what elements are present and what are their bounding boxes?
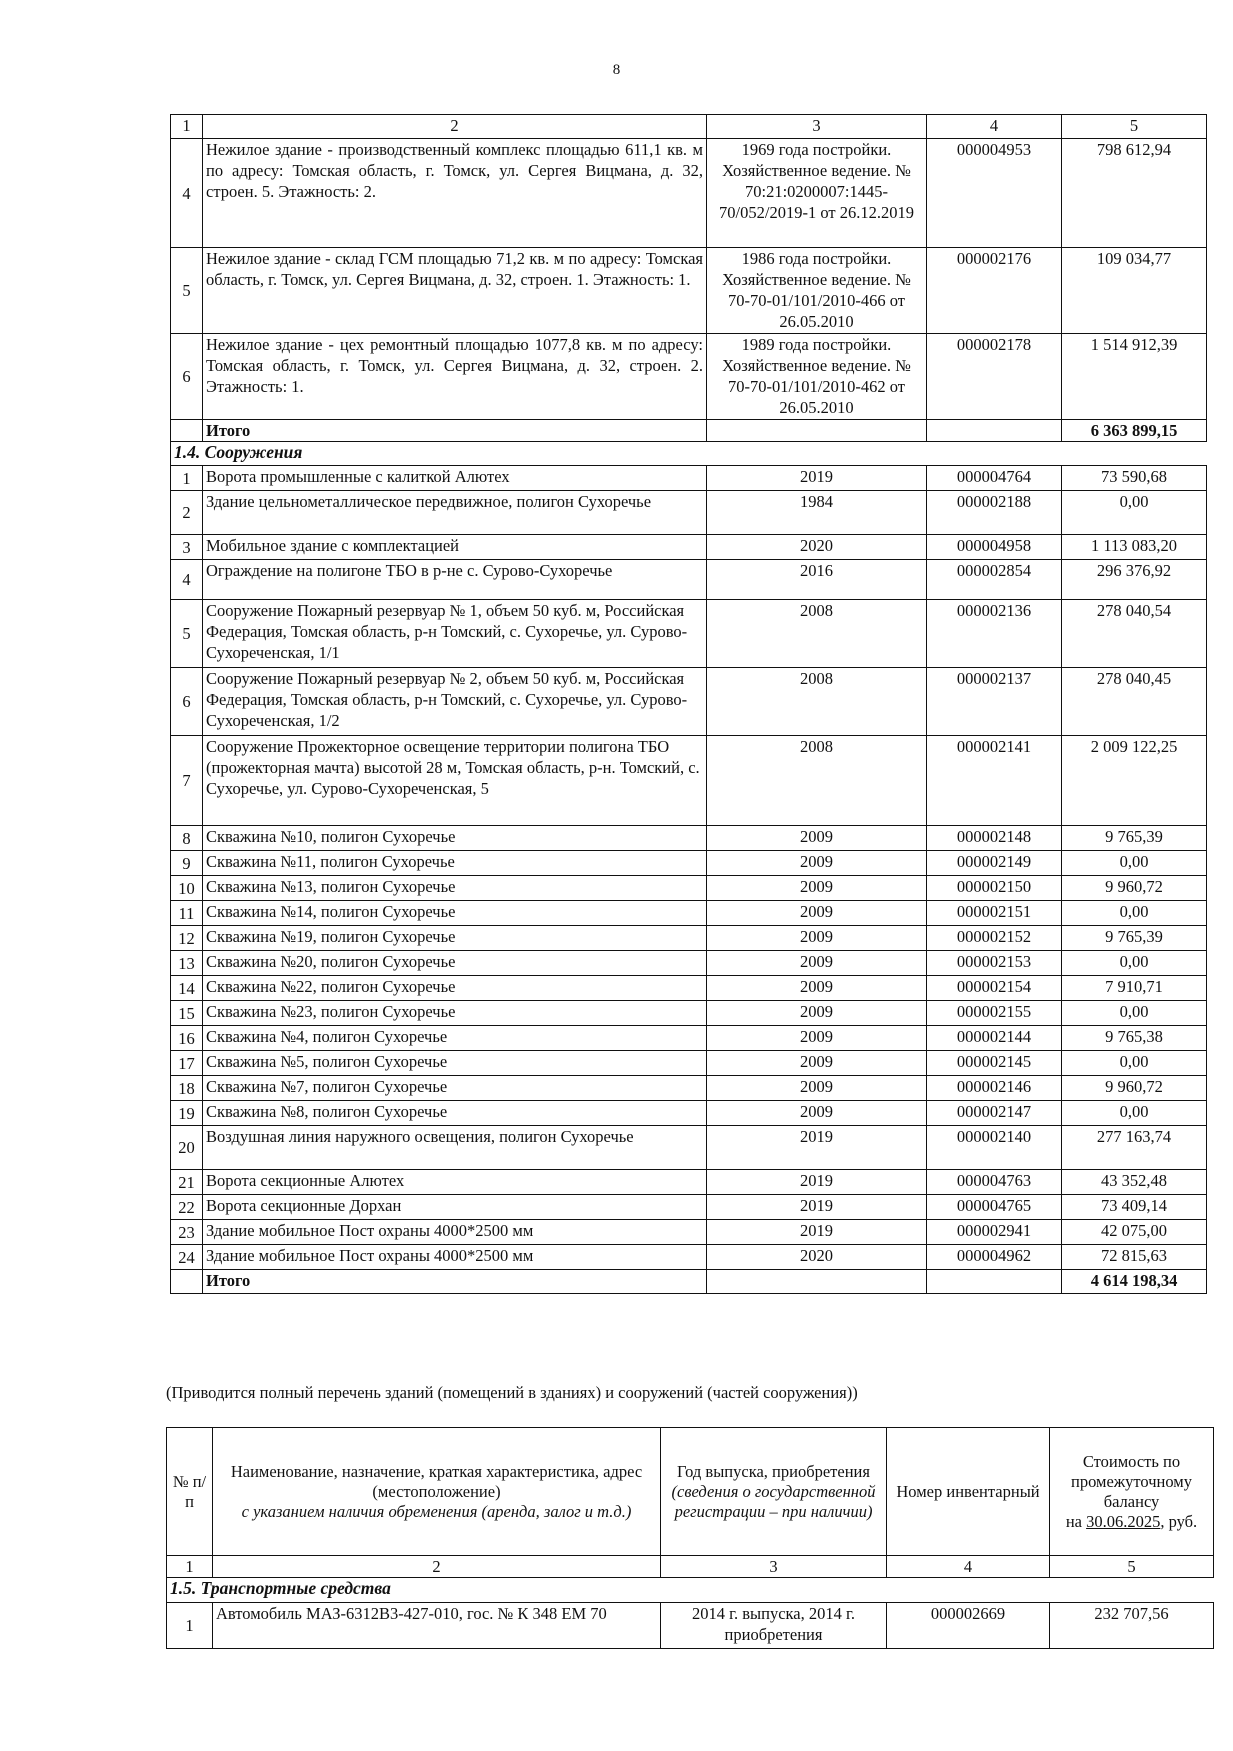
- header-value-date: 30.06.2025: [1086, 1511, 1161, 1531]
- row-value: 9 765,39: [1062, 926, 1207, 951]
- table-row-total: [171, 1270, 1207, 1294]
- row-year: 2009: [707, 901, 927, 926]
- row-name: Нежилое здание - цех ремонтный площадью 1077,8 кв. м по адресу: Томская область, г. Томск, ул. Сергея Вицмана, д. 32, строен. 2. Этажность: 1.: [203, 334, 707, 420]
- row-number: 4: [171, 139, 203, 248]
- table-row-vehicle: [167, 1603, 1214, 1649]
- table-row-structure: [171, 1026, 1207, 1051]
- row-value: 798 612,94: [1062, 139, 1207, 248]
- row-number: 6: [171, 668, 203, 736]
- row-inventory-number: 000002155: [927, 1001, 1062, 1026]
- row-value: 72 815,63: [1062, 1245, 1207, 1270]
- row-year: 2009: [707, 1001, 927, 1026]
- row-name: Скважина №8, полигон Сухоречье: [203, 1101, 707, 1126]
- row-value: 9 960,72: [1062, 876, 1207, 901]
- table-row-structure: [171, 876, 1207, 901]
- table-row-building: [171, 334, 1207, 420]
- column-number: 4: [927, 115, 1062, 139]
- row-year-registration: 1986 года постройки. Хозяйственное ведение. № 70-70-01/101/2010-466 от 26.05.2010: [707, 248, 927, 334]
- row-value: 9 765,38: [1062, 1026, 1207, 1051]
- row-inventory-number: 000002140: [927, 1126, 1062, 1170]
- row-inventory-number: 000002137: [927, 668, 1062, 736]
- table-row-structure: [171, 1126, 1207, 1170]
- row-name: Скважина №10, полигон Сухоречье: [203, 826, 707, 851]
- header-inventory: Номер инвентарный: [887, 1428, 1050, 1556]
- row-value: 9 960,72: [1062, 1076, 1207, 1101]
- table-row-structure: [171, 1076, 1207, 1101]
- header-row: [167, 1428, 1214, 1556]
- row-number: 3: [171, 535, 203, 560]
- row-name: Ворота промышленные с калиткой Алютех: [203, 466, 707, 491]
- total-empty: [171, 420, 203, 442]
- table-row-structure: [171, 951, 1207, 976]
- list-note: (Приводится полный перечень зданий (помещений в зданиях) и сооружений (частей сооружения)): [166, 1383, 858, 1402]
- column-number: 5: [1050, 1556, 1214, 1578]
- section-header-row: [167, 1578, 1214, 1603]
- column-number-row: [171, 115, 1207, 139]
- row-value: 0,00: [1062, 491, 1207, 535]
- row-inventory-number: 000002153: [927, 951, 1062, 976]
- row-inventory-number: 000002145: [927, 1051, 1062, 1076]
- table-row-building: [171, 248, 1207, 334]
- section-title-vehicles: 1.5. Транспортные средства: [167, 1578, 1214, 1603]
- row-inventory-number: 000002148: [927, 826, 1062, 851]
- row-number: 15: [171, 1001, 203, 1026]
- row-value: 277 163,74: [1062, 1126, 1207, 1170]
- column-number: 3: [707, 115, 927, 139]
- row-name: Нежилое здание - склад ГСМ площадью 71,2 кв. м по адресу: Томская область, г. Томск, ул. Сергея Вицмана, д. 32, строен. 1. Этажность: 1.: [203, 248, 707, 334]
- row-inventory-number: 000002854: [927, 560, 1062, 600]
- table-row-structure: [171, 901, 1207, 926]
- total-empty: [707, 420, 927, 442]
- row-inventory-number: 000002144: [927, 1026, 1062, 1051]
- header-year: [661, 1428, 887, 1556]
- row-name: Воздушная линия наружного освещения, полигон Сухоречье: [203, 1126, 707, 1170]
- header-year-main: Год выпуска, приобретения: [677, 1461, 870, 1481]
- table-row-structure: [171, 851, 1207, 876]
- row-name: Ворота секционные Алютех: [203, 1170, 707, 1195]
- row-number: 10: [171, 876, 203, 901]
- row-name: Скважина №5, полигон Сухоречье: [203, 1051, 707, 1076]
- row-number: 13: [171, 951, 203, 976]
- row-number: 11: [171, 901, 203, 926]
- total-empty: [707, 1270, 927, 1294]
- row-name: Ворота секционные Дорхан: [203, 1195, 707, 1220]
- header-num: № п/п: [167, 1428, 213, 1556]
- row-value: 278 040,54: [1062, 600, 1207, 668]
- row-name: Скважина №13, полигон Сухоречье: [203, 876, 707, 901]
- row-inventory-number: 000002178: [927, 334, 1062, 420]
- row-name: Скважина №4, полигон Сухоречье: [203, 1026, 707, 1051]
- row-name: Нежилое здание - производственный комплекс площадью 611,1 кв. м по адресу: Томская область, г. Томск, ул. Сергея Вицмана, д. 32, строен. 5. Этажность: 2.: [203, 139, 707, 248]
- row-year: 2016: [707, 560, 927, 600]
- row-year: 2009: [707, 1026, 927, 1051]
- total-label: Итого: [203, 1270, 707, 1294]
- row-value: 9 765,39: [1062, 826, 1207, 851]
- header-name-main: Наименование, назначение, краткая характеристика, адрес (местоположение): [230, 1461, 643, 1501]
- row-number: 8: [171, 826, 203, 851]
- table-row-structure: [171, 1101, 1207, 1126]
- row-year: 2009: [707, 951, 927, 976]
- row-name: Скважина №22, полигон Сухоречье: [203, 976, 707, 1001]
- row-number: 18: [171, 1076, 203, 1101]
- row-year: 2008: [707, 600, 927, 668]
- row-inventory-number: 000002147: [927, 1101, 1062, 1126]
- table-row-structure: [171, 926, 1207, 951]
- row-year: 2009: [707, 926, 927, 951]
- table-row-structure: [171, 668, 1207, 736]
- row-number: 5: [171, 248, 203, 334]
- row-year: 2019: [707, 1126, 927, 1170]
- row-value: 1 113 083,20: [1062, 535, 1207, 560]
- table-row-structure: [171, 1001, 1207, 1026]
- row-year: 2020: [707, 1245, 927, 1270]
- row-number: 7: [171, 736, 203, 826]
- row-value: 0,00: [1062, 851, 1207, 876]
- table-row-building: [171, 139, 1207, 248]
- header-value-suffix: , руб.: [1160, 1511, 1198, 1531]
- row-name: Здание цельнометаллическое передвижное, полигон Сухоречье: [203, 491, 707, 535]
- row-number: 20: [171, 1126, 203, 1170]
- row-value: 109 034,77: [1062, 248, 1207, 334]
- row-year: 2020: [707, 535, 927, 560]
- row-name: Ограждение на полигоне ТБО в р-не с. Сурово-Сухоречье: [203, 560, 707, 600]
- table-row-structure: [171, 976, 1207, 1001]
- row-inventory-number: 000002154: [927, 976, 1062, 1001]
- row-name: Скважина №14, полигон Сухоречье: [203, 901, 707, 926]
- row-year: 2014 г. выпуска, 2014 г. приобретения: [661, 1603, 887, 1649]
- row-number: 22: [171, 1195, 203, 1220]
- row-inventory-number: 000004763: [927, 1170, 1062, 1195]
- table-row-structure: [171, 560, 1207, 600]
- row-number: 16: [171, 1026, 203, 1051]
- row-name: Сооружение Прожекторное освещение территории полигона ТБО (прожекторная мачта) высотой 28 м, Томская область, р-н. Томский, с. Сухоречье, ул. Сурово-Сухореченская, 5: [203, 736, 707, 826]
- table-row-structure: [171, 1195, 1207, 1220]
- row-number: 6: [171, 334, 203, 420]
- row-number: 9: [171, 851, 203, 876]
- row-name: Скважина №7, полигон Сухоречье: [203, 1076, 707, 1101]
- row-inventory-number: 000004958: [927, 535, 1062, 560]
- row-value: 0,00: [1062, 951, 1207, 976]
- table-row-structure: [171, 1245, 1207, 1270]
- total-value: 6 363 899,15: [1062, 420, 1207, 442]
- page-number: 8: [612, 62, 621, 78]
- total-empty: [927, 1270, 1062, 1294]
- row-name: Скважина №11, полигон Сухоречье: [203, 851, 707, 876]
- row-name: Мобильное здание с комплектацией: [203, 535, 707, 560]
- header-name: [213, 1428, 661, 1556]
- row-value: 73 590,68: [1062, 466, 1207, 491]
- row-value: 42 075,00: [1062, 1220, 1207, 1245]
- row-inventory-number: 000004962: [927, 1245, 1062, 1270]
- row-value: 278 040,45: [1062, 668, 1207, 736]
- row-inventory-number: 000002136: [927, 600, 1062, 668]
- row-value: 2 009 122,25: [1062, 736, 1207, 826]
- row-year-registration: 1989 года постройки. Хозяйственное ведение. № 70-70-01/101/2010-462 от 26.05.2010: [707, 334, 927, 420]
- row-year: 2019: [707, 1195, 927, 1220]
- row-value: 0,00: [1062, 901, 1207, 926]
- row-number: 23: [171, 1220, 203, 1245]
- row-inventory-number: 000004953: [927, 139, 1062, 248]
- row-year: 2019: [707, 1170, 927, 1195]
- row-number: 5: [171, 600, 203, 668]
- row-name: Скважина №23, полигон Сухоречье: [203, 1001, 707, 1026]
- row-name: Автомобиль МАЗ-6312В3-427-010, гос. № К 348 ЕМ 70: [213, 1603, 661, 1649]
- row-year: 2009: [707, 1051, 927, 1076]
- row-inventory-number: 000002141: [927, 736, 1062, 826]
- row-year: 2009: [707, 826, 927, 851]
- header-year-italic: (сведения о государственной регистрации – при наличии): [671, 1481, 876, 1521]
- row-inventory-number: 000002146: [927, 1076, 1062, 1101]
- row-number: 1: [171, 466, 203, 491]
- column-number: 4: [887, 1556, 1050, 1578]
- column-number: 1: [171, 115, 203, 139]
- total-label: Итого: [203, 420, 707, 442]
- table-row-structure: [171, 535, 1207, 560]
- row-year: 2008: [707, 668, 927, 736]
- row-value: 0,00: [1062, 1051, 1207, 1076]
- row-name: Сооружение Пожарный резервуар № 1, объем 50 куб. м, Российская Федерация, Томская область, р-н Томский, с. Сухоречье, ул. Сурово-Сухореченская, 1/1: [203, 600, 707, 668]
- row-inventory-number: 000002152: [927, 926, 1062, 951]
- row-inventory-number: 000002149: [927, 851, 1062, 876]
- row-number: 19: [171, 1101, 203, 1126]
- row-number: 2: [171, 491, 203, 535]
- total-empty: [171, 1270, 203, 1294]
- header-value-main: Стоимость по промежуточному балансу: [1070, 1451, 1192, 1511]
- table-row-structure: [171, 736, 1207, 826]
- row-year: 2009: [707, 851, 927, 876]
- column-number-row: [167, 1556, 1214, 1578]
- row-year: 2009: [707, 1101, 927, 1126]
- row-inventory-number: 000002150: [927, 876, 1062, 901]
- row-year-registration: 1969 года постройки. Хозяйственное ведение. № 70:21:0200007:1445-70/052/2019-1 от 26.12.2019: [707, 139, 927, 248]
- assets-table-vehicles: [166, 1427, 1214, 1649]
- row-value: 73 409,14: [1062, 1195, 1207, 1220]
- row-number: 14: [171, 976, 203, 1001]
- table-row-structure: [171, 466, 1207, 491]
- row-inventory-number: 000002941: [927, 1220, 1062, 1245]
- table-row-structure: [171, 1051, 1207, 1076]
- row-name: Здание мобильное Пост охраны 4000*2500 мм: [203, 1220, 707, 1245]
- row-number: 12: [171, 926, 203, 951]
- row-inventory-number: 000004765: [927, 1195, 1062, 1220]
- row-number: 24: [171, 1245, 203, 1270]
- assets-table-buildings-structures: [170, 114, 1207, 1294]
- row-inventory-number: 000004764: [927, 466, 1062, 491]
- row-value: 0,00: [1062, 1001, 1207, 1026]
- row-name: Скважина №19, полигон Сухоречье: [203, 926, 707, 951]
- row-year: 2019: [707, 1220, 927, 1245]
- row-name: Скважина №20, полигон Сухоречье: [203, 951, 707, 976]
- row-year: 2008: [707, 736, 927, 826]
- row-inventory-number: 000002176: [927, 248, 1062, 334]
- section-header-row: [171, 442, 1207, 466]
- row-name: Здание мобильное Пост охраны 4000*2500 мм: [203, 1245, 707, 1270]
- section-title-structures: 1.4. Сооружения: [171, 442, 1207, 466]
- header-value-date-line: [1053, 1512, 1210, 1532]
- table-row-structure: [171, 491, 1207, 535]
- row-inventory-number: 000002151: [927, 901, 1062, 926]
- row-value: 1 514 912,39: [1062, 334, 1207, 420]
- table-row-structure: [171, 826, 1207, 851]
- row-number: 4: [171, 560, 203, 600]
- total-empty: [927, 420, 1062, 442]
- row-year: 2009: [707, 876, 927, 901]
- row-year: 2019: [707, 466, 927, 491]
- row-year: 2009: [707, 976, 927, 1001]
- header-name-italic: с указанием наличия обременения (аренда, залог и т.д.): [241, 1501, 632, 1521]
- table-row-structure: [171, 1220, 1207, 1245]
- row-value: 7 910,71: [1062, 976, 1207, 1001]
- row-inventory-number: 000002669: [887, 1603, 1050, 1649]
- header-value: [1050, 1428, 1214, 1556]
- row-name: Сооружение Пожарный резервуар № 2, объем 50 куб. м, Российская Федерация, Томская область, р-н Томский, с. Сухоречье, ул. Сурово-Сухореченская, 1/2: [203, 668, 707, 736]
- row-year: 2009: [707, 1076, 927, 1101]
- table-row-structure: [171, 1170, 1207, 1195]
- column-number: 2: [213, 1556, 661, 1578]
- column-number: 2: [203, 115, 707, 139]
- row-number: 1: [167, 1603, 213, 1649]
- row-inventory-number: 000002188: [927, 491, 1062, 535]
- column-number: 3: [661, 1556, 887, 1578]
- row-value: 232 707,56: [1050, 1603, 1214, 1649]
- row-value: 43 352,48: [1062, 1170, 1207, 1195]
- table-row-total: [171, 420, 1207, 442]
- column-number: 1: [167, 1556, 213, 1578]
- total-value: 4 614 198,34: [1062, 1270, 1207, 1294]
- row-number: 21: [171, 1170, 203, 1195]
- table-row-structure: [171, 600, 1207, 668]
- header-value-prefix: на: [1065, 1511, 1082, 1531]
- column-number: 5: [1062, 115, 1207, 139]
- row-value: 0,00: [1062, 1101, 1207, 1126]
- row-number: 17: [171, 1051, 203, 1076]
- row-year: 1984: [707, 491, 927, 535]
- row-value: 296 376,92: [1062, 560, 1207, 600]
